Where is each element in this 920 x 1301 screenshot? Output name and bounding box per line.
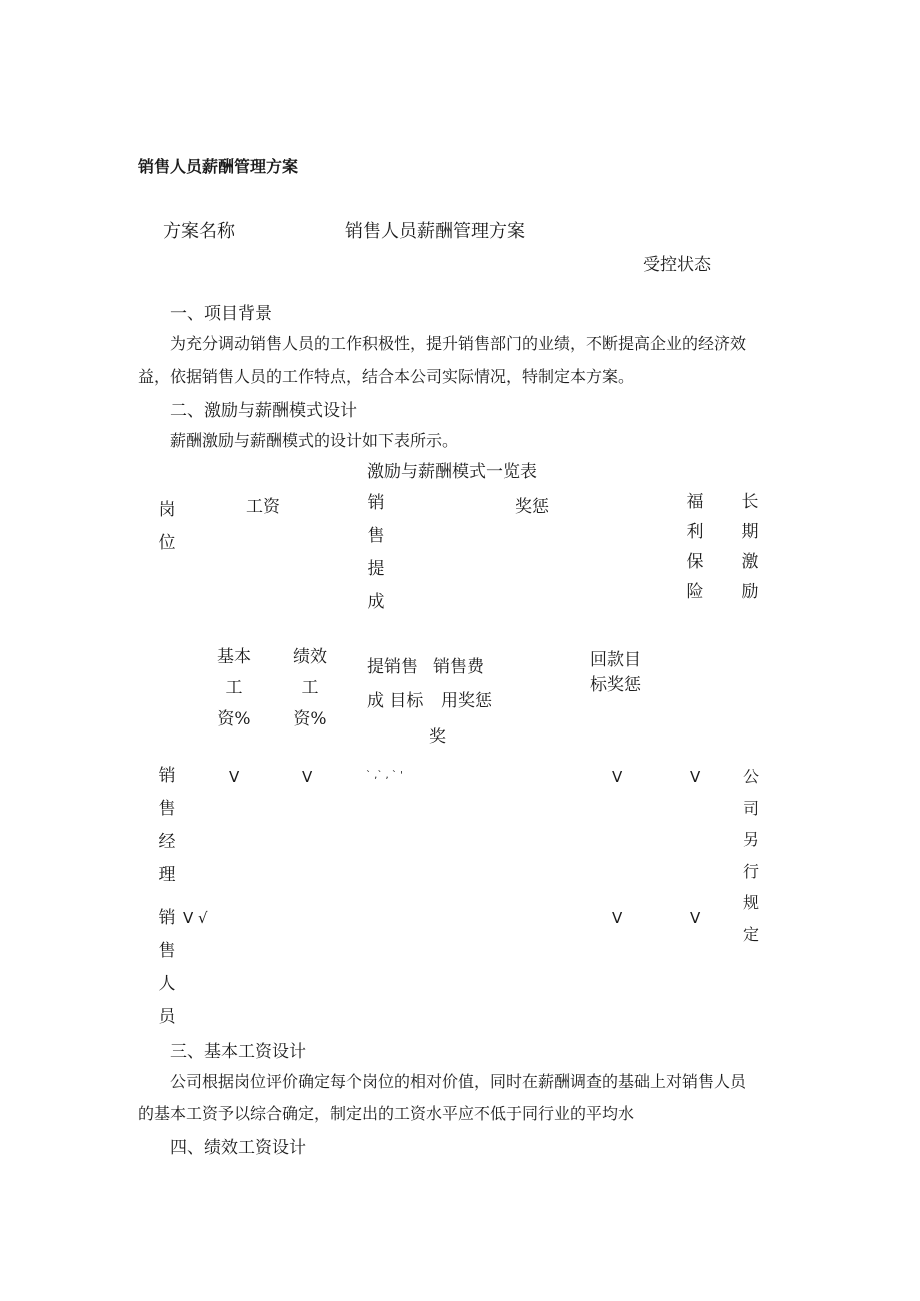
section-1-heading: 一、项目背景 [170, 304, 272, 324]
subheader-expense-line-2: 用奖惩 [441, 691, 492, 711]
row-1-performance-mark: V [302, 768, 313, 786]
section-3-paragraph-line-2: 的基本工资予以综合确定，制定出的工资水平应不低于同行业的平均水 [138, 1104, 635, 1123]
row-2-salary-marks: V √ [183, 909, 208, 927]
header-bonus: 奖惩 [515, 497, 549, 517]
row-2-collection-mark: V [612, 909, 623, 927]
subheader-commission-line-2: 成 目标 [367, 691, 424, 711]
row-1-welfare-mark: V [690, 768, 701, 786]
section-4-heading: 四、绩效工资设计 [170, 1138, 306, 1158]
row-2-position: 销售人员 [158, 908, 176, 1027]
control-status-label: 受控状态 [643, 255, 711, 275]
scheme-name-value: 销售人员薪酬管理方案 [345, 221, 525, 242]
scheme-name-label: 方案名称 [163, 221, 235, 242]
row-1-base-mark: V [229, 768, 240, 786]
long-term-note: 公司另行规定 [742, 767, 759, 944]
row-1-commission-mark: ` ,` , ` ' [366, 770, 403, 781]
section-2-intro: 薪酬激励与薪酬模式的设计如下表所示。 [170, 431, 459, 450]
header-sales-commission: 销售提成 [367, 493, 385, 612]
section-3-heading: 三、基本工资设计 [170, 1042, 306, 1062]
subheader-collection-line-1: 回款目 [590, 650, 641, 670]
subheader-base-salary: 基本工资% [217, 647, 251, 729]
header-welfare: 福利保险 [686, 492, 704, 602]
subheader-commission-line-1: 提销售 [367, 657, 418, 677]
subheader-expense-line-3: 奖 [429, 727, 446, 747]
section-1-paragraph-line-2: 益，依据销售人员的工作特点，结合本公司实际情况，特制定本方案。 [138, 367, 635, 386]
section-2-heading: 二、激励与薪酬模式设计 [170, 401, 357, 421]
header-position: 岗位 [158, 500, 176, 553]
section-1-paragraph-line-1: 为充分调动销售人员的工作积极性，提升销售部门的业绩，不断提高企业的经济效 [170, 334, 747, 353]
subheader-collection-line-2: 标奖惩 [590, 675, 641, 695]
row-2-welfare-mark: V [690, 909, 701, 927]
section-3-paragraph-line-1: 公司根据岗位评价确定每个岗位的相对价值，同时在薪酬调查的基础上对销售人员 [170, 1072, 747, 1091]
header-long-term: 长期激励 [741, 492, 759, 602]
subheader-expense-line-1: 销售费 [433, 657, 484, 677]
table-caption: 激励与薪酬模式一览表 [367, 462, 537, 482]
row-1-collection-mark: V [612, 768, 623, 786]
row-1-position: 销售经理 [158, 766, 176, 885]
document-title: 销售人员薪酬管理方案 [138, 157, 299, 176]
subheader-performance-salary: 绩效工资% [293, 647, 327, 729]
header-salary: 工资 [246, 497, 280, 517]
